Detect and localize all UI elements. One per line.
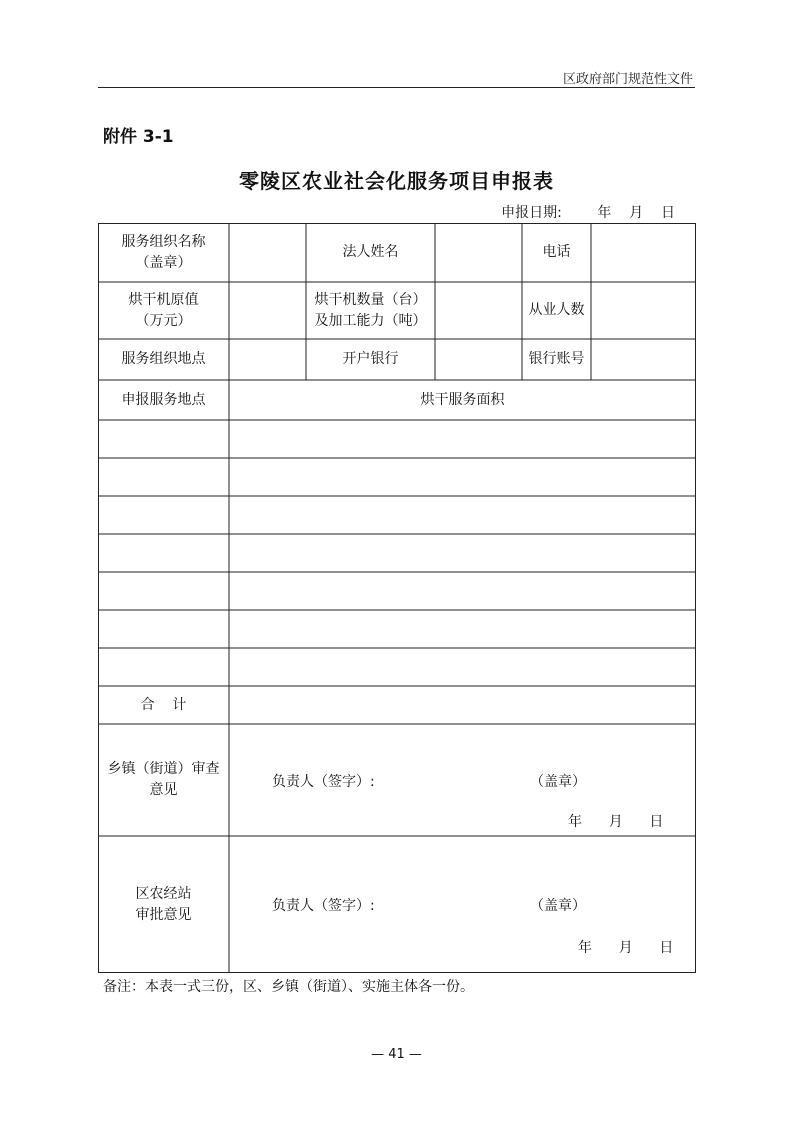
- service-location-cell[interactable]: [98, 496, 229, 534]
- legal-person-label: 法人姓名: [342, 244, 399, 260]
- drying-area-cell[interactable]: [229, 648, 696, 686]
- staff-count-value[interactable]: [591, 282, 696, 339]
- document-category: 区政府部门规范性文件: [562, 72, 693, 87]
- header-rule: [98, 87, 695, 88]
- drying-area-cell[interactable]: [229, 458, 696, 496]
- org-name-label: 服务组织名称 （盖章）: [121, 233, 206, 271]
- township-review-label: 乡镇（街道）审查 意见: [107, 761, 220, 798]
- org-name-value[interactable]: [229, 223, 306, 282]
- account-value[interactable]: [591, 339, 696, 380]
- township-review-date: 年 月 日: [568, 814, 664, 830]
- staff-count-label: 从业人数: [528, 302, 585, 318]
- district-review-date: 年 月 日: [578, 940, 674, 956]
- district-review-label: 区农经站 审批意见: [135, 885, 192, 923]
- total-value[interactable]: [229, 686, 696, 724]
- service-location-cell[interactable]: [98, 420, 229, 458]
- bank-label: 开户银行: [342, 351, 399, 367]
- service-location-cell[interactable]: [98, 458, 229, 496]
- phone-label: 电话: [542, 244, 571, 260]
- drying-area-cell[interactable]: [229, 420, 696, 458]
- drying-area-cell[interactable]: [229, 534, 696, 572]
- drying-area-label: 烘干服务面积: [420, 391, 505, 408]
- form-title: 零陵区农业社会化服务项目申报表: [239, 169, 554, 193]
- drying-area-cell[interactable]: [229, 572, 696, 610]
- legal-person-value[interactable]: [435, 223, 522, 282]
- org-location-label: 服务组织地点: [121, 351, 206, 367]
- service-location-cell[interactable]: [98, 610, 229, 648]
- bank-value[interactable]: [435, 339, 522, 380]
- application-table: [98, 223, 696, 973]
- total-label: 合 计: [140, 696, 187, 713]
- attachment-label: 附件 3-1: [103, 127, 174, 147]
- district-signer-label: 负责人（签字）:: [272, 898, 375, 914]
- dryer-count-value[interactable]: [435, 282, 522, 339]
- page-number: — 41 —: [371, 1047, 422, 1062]
- dryer-count-label: 烘干机数量（台） 及加工能力（吨）: [314, 291, 427, 329]
- phone-value[interactable]: [591, 223, 696, 282]
- drying-area-cell[interactable]: [229, 496, 696, 534]
- service-location-cell[interactable]: [98, 648, 229, 686]
- township-signer-label: 负责人（签字）:: [272, 774, 375, 790]
- footnote: 备注：本表一式三份，区、乡镇（街道）、实施主体各一份。: [103, 979, 474, 995]
- org-location-value[interactable]: [229, 339, 306, 380]
- service-location-cell[interactable]: [98, 534, 229, 572]
- township-seal-label: （盖章）: [530, 774, 586, 790]
- dryer-value-label: 烘干机原值 （万元）: [128, 291, 199, 329]
- service-location-label: 申报服务地点: [121, 391, 206, 408]
- service-location-cell[interactable]: [98, 572, 229, 610]
- drying-area-cell[interactable]: [229, 610, 696, 648]
- dryer-value-input[interactable]: [229, 282, 306, 339]
- account-label: 银行账号: [528, 351, 585, 367]
- application-date-line: 申报日期: 年 月 日: [501, 205, 675, 221]
- district-seal-label: （盖章）: [530, 898, 586, 914]
